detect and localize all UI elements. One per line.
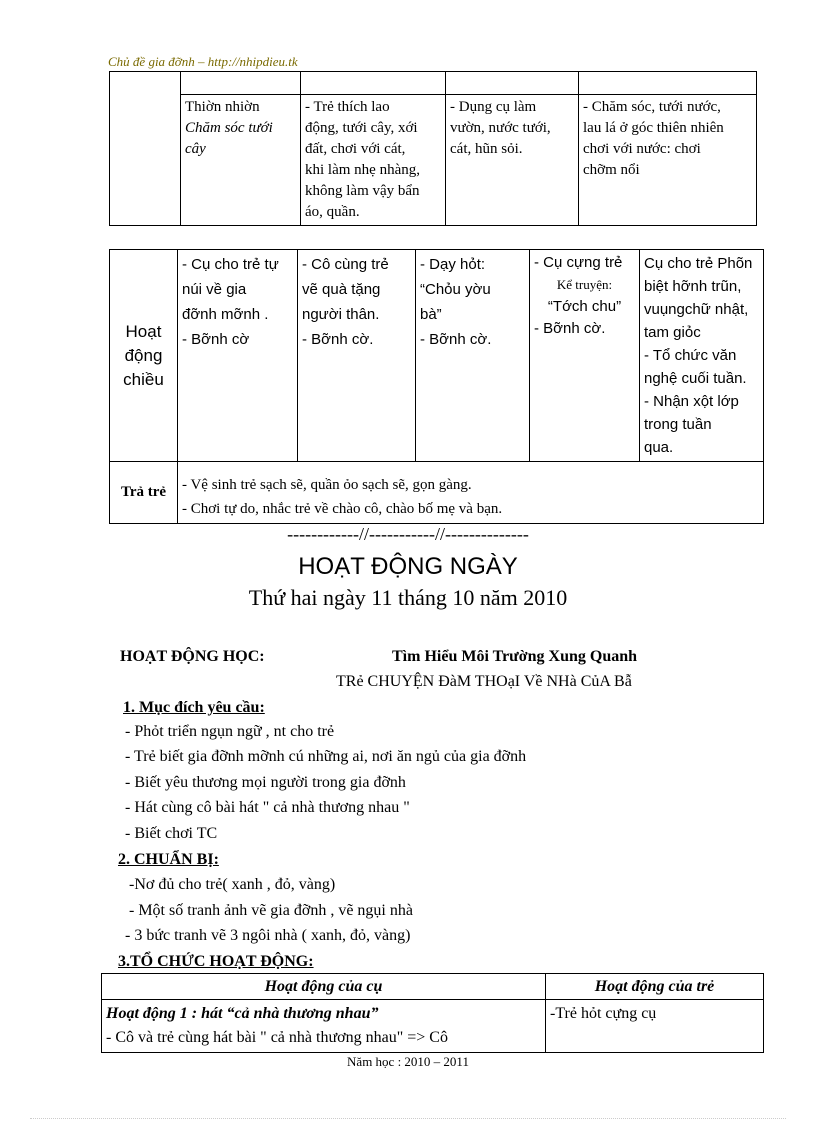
- section2-heading: 2. CHUẨN BỊ:: [118, 851, 219, 868]
- section2-item: - Một số tranh ảnh vẽ gia đỡnh , vẽ ngụi nhà: [129, 902, 413, 919]
- afternoon-cell-5: Cụ cho trẻ Phõn biệt hỡnh trũn, vuụngchữ nhật, tam giỏc - Tổ chức văn nghệ cuối tuần. - Nhận xột lớp trong tuần qua.: [640, 250, 764, 462]
- activity-plan-table: [101, 973, 764, 1053]
- section3-heading: 3.TỔ CHỨC HOẠT ĐỘNG:: [118, 953, 314, 970]
- section2-item: -Nơ đủ cho trẻ( xanh , đỏ, vàng): [129, 876, 336, 893]
- child-activity-header: Hoạt động của trẻ: [546, 974, 764, 1000]
- section-divider: ------------//-----------//--------------: [287, 524, 529, 544]
- section1-item: - Phỏt triển ngụn ngữ , nt cho trẻ: [125, 723, 335, 740]
- section1-item: - Biết yêu thương mọi người trong gia đỡnh: [125, 774, 406, 791]
- table1-goal-cell: - Trẻ thích lao động, tưới cây, xới đất, chơi với cát, khi làm nhẹ nhàng, không làm vậy bẩn áo, quần.: [301, 95, 446, 226]
- activity-label: HOẠT ĐỘNG HỌC:: [120, 648, 265, 665]
- activity-topic: Tìm Hiểu Môi Trường Xung Quanh: [392, 648, 638, 665]
- teacher-activity-cell: Hoạt động 1 : hát “cả nhà thương nhau” - Cô và trẻ cùng hát bài " cả nhà thương nhau" => Cô: [102, 1000, 546, 1053]
- page-bottom-rule: [30, 1118, 786, 1119]
- section2-item: - 3 bức tranh vẽ 3 ngôi nhà ( xanh, đỏ, vàng): [125, 927, 411, 944]
- pickup-label: Trả trẻ: [110, 462, 178, 524]
- afternoon-cell-3: - Dạy hỏt: “Chỏu yờu bà” - Bỡnh cờ.: [416, 250, 530, 462]
- table1-activity-cell: - Chăm sóc, tưới nước, lau lá ở góc thiên nhiên chơi với nước: chơi chỡm nổi: [579, 95, 757, 226]
- afternoon-cell-2: - Cô cùng trẻ vẽ quà tặng người thân. - Bỡnh cờ.: [298, 250, 416, 462]
- afternoon-label: Hoạt động chiều: [110, 250, 178, 462]
- activity-table-top: [109, 71, 757, 226]
- page-title: HOẠT ĐỘNG NGÀY: [298, 553, 518, 580]
- teacher-activity-header: Hoạt động của cụ: [102, 974, 546, 1000]
- section1-item: - Biết chơi TC: [125, 825, 218, 842]
- section1-item: - Hát cùng cô bài hát " cả nhà thương nhau ": [125, 799, 410, 816]
- afternoon-cell-4: - Cụ cựng trẻ Kể truyện: “Tớch chu” - Bỡnh cờ.: [530, 250, 640, 462]
- page-header: Chủ đề gia đỡnh – http://nhipdieu.tk: [108, 54, 298, 69]
- activity-subtopic: TRẻ CHUYỆN ĐàM THOạI Về NHà CủA Bẫ: [336, 673, 632, 690]
- table1-prep-cell: - Dụng cụ làm vườn, nước tưới, cát, hũn sỏi.: [446, 95, 579, 226]
- section1-heading: 1. Mục đích yêu cầu:: [123, 699, 265, 716]
- pickup-content: - Vệ sinh trẻ sạch sẽ, quần ỏo sạch sẽ, gọn gàng. - Chơi tự do, nhắc trẻ về chào cô, chào bố mẹ và bạn.: [178, 462, 764, 524]
- table1-nature-cell: Thiờn nhiờn Chăm sóc tưới cây: [181, 95, 301, 226]
- page-footer: Năm học : 2010 – 2011: [347, 1054, 469, 1069]
- section1-item: - Trẻ biết gia đỡnh mỡnh cú những ai, nơi ăn ngủ của gia đỡnh: [125, 748, 527, 765]
- table1-empty-cell: [110, 72, 181, 226]
- activity-table-afternoon: [109, 249, 764, 524]
- child-activity-cell: -Trẻ hỏt cựng cụ: [546, 1000, 764, 1053]
- date-line: Thứ hai ngày 11 tháng 10 năm 2010: [248, 585, 568, 610]
- afternoon-cell-1: - Cụ cho trẻ tự núi về gia đỡnh mỡnh . - Bỡnh cờ: [178, 250, 298, 462]
